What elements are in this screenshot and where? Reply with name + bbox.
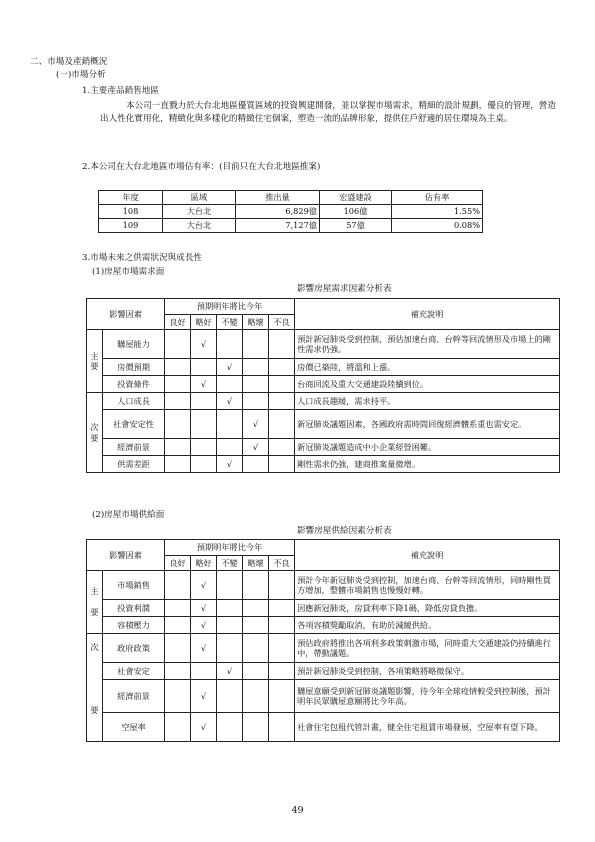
check-mark: √ [191, 571, 217, 600]
factor-name: 市場銷售 [103, 571, 165, 600]
demand-h-forecast: 預期明年將比今年 [165, 299, 295, 315]
demand-h-note: 補充說明 [295, 299, 560, 330]
supply-col-bad: 不良 [269, 556, 295, 571]
supply-group-secondary [87, 634, 103, 742]
supply-col-slightly-bad: 略壞 [243, 556, 269, 571]
cell-company: 57億 [320, 219, 392, 233]
factor-note: 預計今年新冠肺炎受到控制，加速台商、台幹等回流情形，同時剛性買方增加，整體市場銷售也慢慢好轉。 [295, 571, 560, 600]
factor-note: 預計新冠肺炎受到控制，各項策略將略微保守。 [295, 663, 560, 680]
demand-col-same: 不變 [217, 315, 243, 330]
s1-paragraph: 本公司一直戮力於大台北地區優質區域的投資興建開發，並以掌握市場需求，精細的設計規劃，優良的管理，營造出人性化實用化，精緻化與多樣化的精緻住宅個案，塑造一流的品牌形象，提供住戶舒適的居住環境為主桌。 [100, 101, 556, 125]
factor-note: 預估政府將推出各項利多政策刺激市場，同時重大交通建設仍持續進行中，帶動議題。 [295, 634, 560, 663]
factor-note: 台商回流及重大交通建設陸續到位。 [295, 376, 560, 393]
market-share-table [98, 190, 483, 233]
subsection-heading: (一)市場分析 [56, 70, 106, 80]
factor-name: 人口成長 [103, 393, 165, 410]
cell-year: 108 [99, 205, 163, 219]
factor-name: 供需差距 [103, 456, 165, 473]
check-mark: √ [217, 393, 243, 410]
check-mark: √ [191, 617, 217, 634]
factor-note: 因應新冠肺炎，房貸利率下降1碼，降低房貸負擔。 [295, 600, 560, 617]
group-char: 次 [90, 422, 99, 432]
th-region: 區域 [163, 191, 236, 205]
factor-name: 社會安定性 [103, 410, 165, 439]
factor-name: 投資條件 [103, 376, 165, 393]
th-volume: 推出量 [236, 191, 320, 205]
check-mark: √ [217, 359, 243, 376]
check-mark: √ [191, 634, 217, 663]
group-char: 主 [90, 586, 99, 597]
th-share: 佔有率 [392, 191, 483, 205]
check-mark: √ [191, 330, 217, 359]
factor-note: 新冠肺炎議題造成中小企業經營困難。 [295, 439, 560, 456]
th-year: 年度 [99, 191, 163, 205]
demand-h-factor: 影響因素 [87, 299, 165, 330]
group-char: 次 [90, 642, 99, 652]
factor-note: 房價已築陸，將溫和上漲。 [295, 359, 560, 376]
demand-group-main [87, 330, 103, 393]
check-mark: √ [243, 410, 269, 439]
check-mark: √ [191, 680, 217, 713]
check-mark: √ [191, 713, 217, 742]
supply-h-factor: 影響因素 [87, 540, 165, 571]
cell-company: 106億 [320, 205, 392, 219]
factor-note: 各項容積獎勵取消，有助於減緩供給。 [295, 617, 560, 634]
supply-table [86, 539, 560, 742]
check-mark: √ [191, 600, 217, 617]
demand-caption: 影響房屋需求因素分析表 [297, 284, 392, 294]
factor-name: 投資利潤 [103, 600, 165, 617]
cell-volume: 7,127億 [236, 219, 320, 233]
factor-name: 容積壓力 [103, 617, 165, 634]
supply-h-note: 補充說明 [295, 540, 560, 571]
supply-col-same: 不變 [217, 556, 243, 571]
supply-col-slightly-good: 略好 [191, 556, 217, 571]
factor-note: 社會住宅包租代管計畫，健全住宅租賃市場發展，空屋率有望下降。 [295, 713, 560, 742]
factor-note: 人口成長趨緩，需求持平。 [295, 393, 560, 410]
check-mark: √ [217, 456, 243, 473]
factor-name: 經濟前景 [103, 439, 165, 456]
check-mark: √ [217, 663, 243, 680]
supply-col-good: 良好 [165, 556, 191, 571]
factor-name: 社會安定 [103, 663, 165, 680]
demand-table [86, 298, 560, 473]
cell-share: 0.08% [392, 219, 483, 233]
factor-note: 預計新冠肺炎受到控制，預估加速台商、台幹等回流情形及市場上的剛性需求仍強。 [295, 330, 560, 359]
demand-col-slightly-bad: 略壞 [243, 315, 269, 330]
factor-name: 經濟前景 [103, 680, 165, 713]
demand-col-good: 良好 [165, 315, 191, 330]
demand-col-slightly-good: 略好 [191, 315, 217, 330]
cell-region: 大台北 [163, 205, 236, 219]
factor-note: 剛性需求仍強，建商推案量微增。 [295, 456, 560, 473]
s1-title: 1.主要產品銷售地區 [82, 86, 159, 96]
supply-caption: 影響房屋供給因素分析表 [297, 526, 392, 536]
demand-label: (1)房屋市場需求面 [92, 267, 165, 277]
cell-region: 大台北 [163, 219, 236, 233]
factor-name: 空屋率 [103, 713, 165, 742]
cell-year: 109 [99, 219, 163, 233]
demand-col-bad: 不良 [269, 315, 295, 330]
factor-note: 新冠肺炎議題因素，各國政府需時間回復經濟體系重也需安定。 [295, 410, 560, 439]
factor-name: 購屋能力 [103, 330, 165, 359]
factor-note: 購屋意願受到新冠肺炎議題影響，待今年全球疫情較受到控制後，預計明年民眾購屋意願將比今年高。 [295, 680, 560, 713]
group-char: 要 [90, 361, 99, 371]
demand-group-secondary [87, 393, 103, 473]
group-char: 要 [90, 705, 99, 715]
supply-label: (2)房屋市場供給面 [92, 510, 165, 520]
factor-name: 政府政策 [103, 634, 165, 663]
group-char: 要 [90, 432, 99, 443]
group-char: 要 [90, 607, 99, 618]
section-heading: 二、市場及產銷概況 [30, 57, 108, 67]
factor-name: 房價預期 [103, 359, 165, 376]
cell-volume: 6,829億 [236, 205, 320, 219]
cell-share: 1.55% [392, 205, 483, 219]
check-mark: √ [191, 376, 217, 393]
supply-group-main [87, 571, 103, 634]
group-char: 主 [90, 350, 99, 361]
s2-title: 2.本公司在大台北地區市場佔有率：(目前只在大台北地區推案) [82, 162, 321, 172]
supply-h-forecast: 預期明年將比今年 [165, 540, 295, 556]
s3-title: 3.市場未來之供需狀況與成長性 [82, 253, 202, 263]
page-number: 49 [291, 805, 304, 816]
th-company: 宏盛建設 [320, 191, 392, 205]
check-mark: √ [243, 439, 269, 456]
